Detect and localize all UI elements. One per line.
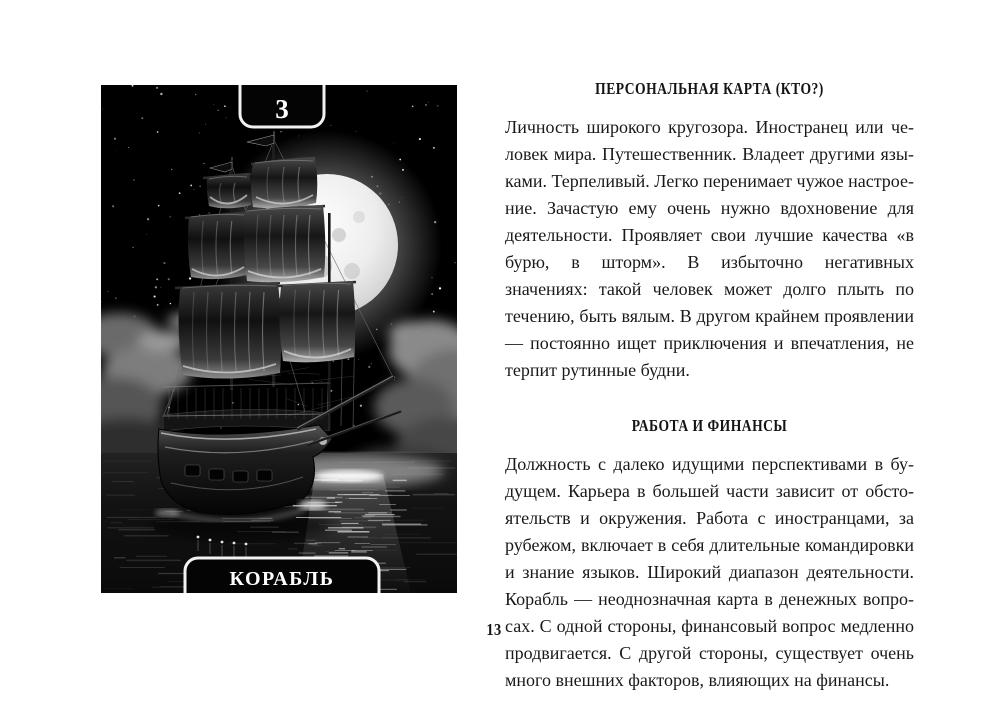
section-body-personal: Личность широкого кругозора. Иностранец или человек мира. Путешественник. Владеет другими языками. Терпеливый. Легко перенимает чужое настроение. Зачастую ему очень нужно вдохновение для деятельности. Проявляет свои лучшие качества «в бурю, в шторм». В избыточно негативных значениях: такой человек может долго плыть по течению, быть вялым. В другом крайнем проявлении — постоянно ищет приключения и впечатления, не терпит рутинные будни. [505, 116, 914, 380]
lenormand-card [101, 85, 457, 593]
card-number: 3 [275, 94, 289, 124]
card-illustration [101, 85, 457, 593]
card-description [505, 78, 914, 694]
card-title-plate [185, 558, 379, 593]
section-body-work-finance: Должность с далеко идущими перспективами в будущем. Карьера в большей части зависит от обстоятельств и окружения. Работа с иностранцами, за рубежом, включает в себя длительные командировки и знание языков. Широкий диапазон деятельности. Корабль — неоднозначная карта в денежных вопросах. С одной стороны, финансовый вопрос медленно продвигается. С другой стороны, существует очень много внешних факторов, влияющих на финансы. [505, 453, 914, 690]
card-number-plate [240, 85, 324, 127]
section-heading-work-finance: РАБОТА И ФИНАНСЫ [631, 415, 788, 435]
card-title: КОРАБЛЬ [229, 568, 335, 590]
page-number: 13 [486, 620, 502, 639]
section-heading-personal: ПЕРСОНАЛЬНАЯ КАРТА (КТО?) [595, 79, 824, 98]
